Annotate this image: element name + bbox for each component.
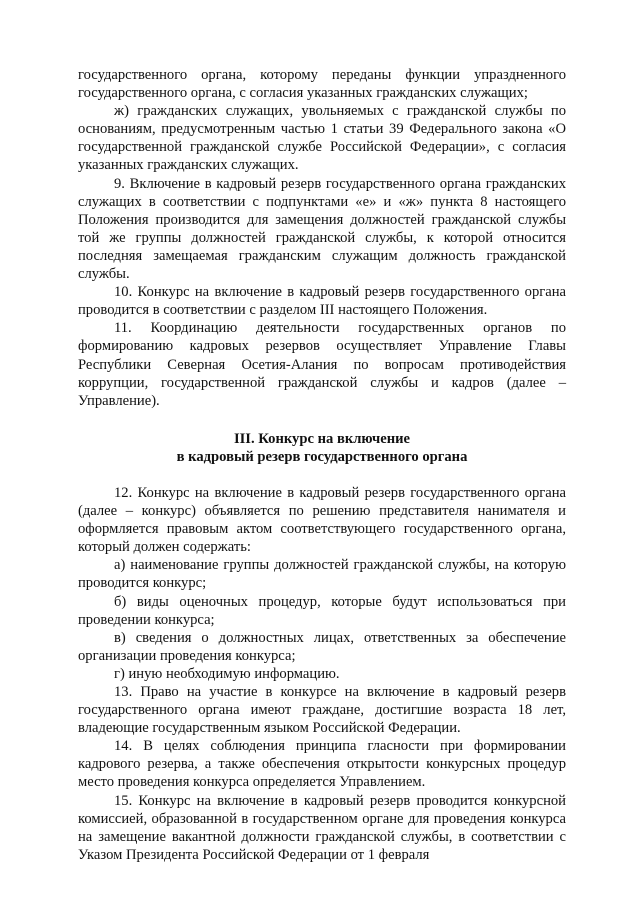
paragraph-item-zh: ж) гражданских служащих, увольняемых с гражданской службы по основаниям, предусмотренным частью 1 статьи 39 Федерального закона «О государственной гражданской службе Российской Федерации», с согласия указанных гражданских служащих. [78,103,566,174]
paragraph-continuation: государственного органа, которому переданы функции упраздненного государственного органа, с согласия указанных гражданских служащих; [78,67,566,102]
section-heading-line-1: III. Конкурс на включение [233,430,411,447]
paragraph-14: 14. В целях соблюдения принципа гласности при формировании кадрового резерва, а также обеспечения открытости конкурсных процедур место проведения конкурса определяется Управлением. [78,738,566,791]
paragraph-item-b: б) виды оценочных процедур, которые будут использоваться при проведении конкурса; [78,593,566,628]
paragraph-item-g: г) иную необходимую информацию. [114,665,340,682]
section-heading-line-2: в кадровый резерв государственного органа [176,448,468,465]
spacer [78,466,566,484]
paragraph-9: 9. Включение в кадровый резерв государственного органа гражданских служащих в соответствии с подпунктами «е» и «ж» пункта 8 настоящего Положения производится для замещения должностей гражданской службы той же группы должностей гражданской службы, к которой относится последняя замещаемая гражданским служащим должность гражданской службы. [78,175,566,283]
paragraph-item-v: в) сведения о должностных лицах, ответственных за обеспечение организации проведения конкурса; [78,629,566,664]
paragraph-10: 10. Конкурс на включение в кадровый резерв государственного органа проводится в соответствии с разделом III настоящего Положения. [78,284,566,319]
paragraph-15: 15. Конкурс на включение в кадровый резерв проводится конкурсной комиссией, образованной в государственном органе для проведения конкурса на замещение вакантной должности гражданской службы, в соответствии с Указом Президента Российской Федерации от 1 февраля [78,792,566,863]
paragraph-12: 12. Конкурс на включение в кадровый резерв государственного органа (далее – конкурс) объявляется по решению представителя нанимателя и оформляется правовым актом соответствующего государственного органа, который должен содержать: [78,484,566,556]
paragraph-13: 13. Право на участие в конкурсе на включение в кадровый резерв государственного органа имеют граждане, достигшие возраста 18 лет, владеющие государственным языком Российской Федерации. [78,684,566,737]
paragraph-item-a: а) наименование группы должностей гражданской службы, на которую проводится конкурс; [78,557,566,592]
spacer [78,410,566,430]
paragraph-11: 11. Координацию деятельности государственных органов по формированию кадровых резервов осуществляет Управление Главы Республики Северная Осетия-Алания по вопросам противодействия коррупции, государственной гражданской службы и кадров (далее – Управление). [78,320,566,409]
document-page [78,66,566,864]
